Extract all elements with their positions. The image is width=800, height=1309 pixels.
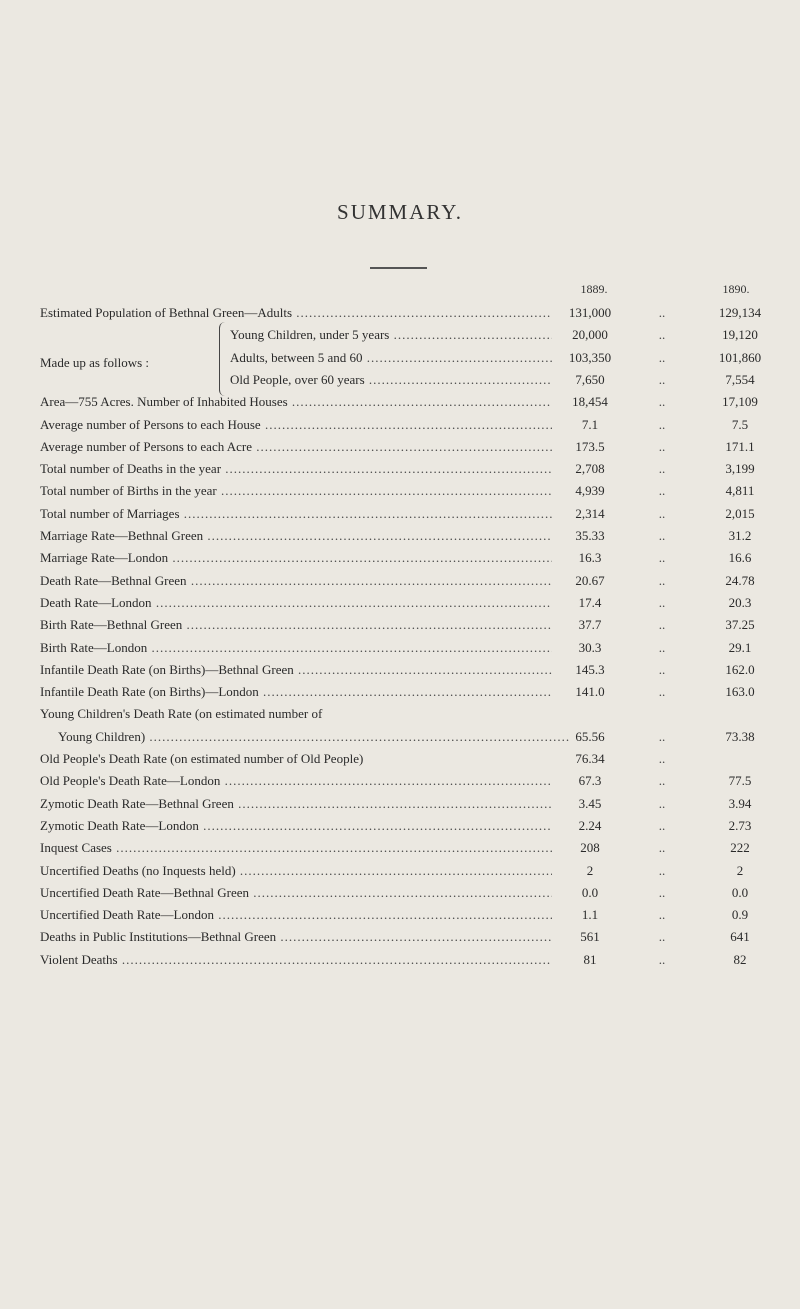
title-rule — [370, 267, 427, 269]
value-1890: 19,120 — [722, 327, 758, 343]
row-label: Average number of Persons to each House ..... — [40, 417, 552, 433]
table-row — [0, 773, 800, 795]
table-row — [0, 863, 800, 885]
leader-dots: .. — [658, 795, 666, 811]
leader-dots: .. — [658, 438, 666, 454]
value-1890: 641 — [730, 929, 750, 945]
leader-dots: .. — [658, 528, 666, 543]
year-header-1890: 1890. — [722, 282, 750, 296]
value-1890: 16.6 — [728, 550, 752, 566]
row-label: Birth Rate—London ..... — [40, 640, 552, 656]
table-row — [0, 327, 800, 349]
value-1889: 18,454 — [572, 394, 608, 410]
page-title: SUMMARY. — [337, 200, 463, 224]
value-1890: 2 — [736, 862, 744, 878]
value-1889: 20.67 — [575, 572, 605, 588]
table-row — [0, 350, 800, 372]
table-row — [0, 706, 800, 728]
table-row — [0, 929, 800, 951]
table-row — [0, 595, 800, 617]
value-1889: 37.7 — [578, 617, 602, 633]
leader-dots: .. — [658, 594, 666, 610]
value-1890: 24.78 — [725, 572, 755, 588]
row-label: Death Rate—Bethnal Green ..... — [40, 573, 552, 589]
row-label: Old People, over 60 years ..... — [230, 372, 552, 388]
row-label: Adults, between 5 and 60 ..... — [230, 350, 552, 366]
row-label: Marriage Rate—London ..... — [40, 550, 552, 566]
table-row — [0, 617, 800, 639]
value-1890: 4,811 — [725, 483, 755, 499]
table-row — [0, 483, 800, 505]
row-label: Deaths in Public Institutions—Bethnal Green ..... — [40, 929, 552, 945]
row-label: Death Rate—London ..... — [40, 595, 552, 611]
value-1889: 81 — [583, 951, 597, 967]
row-label: Total number of Births in the year ..... — [40, 483, 552, 499]
value-1890: 2,015 — [725, 505, 755, 521]
table-row — [0, 818, 800, 840]
value-1890: 17,109 — [722, 394, 758, 410]
value-1890: 73.38 — [725, 728, 755, 744]
value-1889: 30.3 — [578, 639, 602, 655]
row-label: Birth Rate—Bethnal Green ..... — [40, 617, 552, 633]
leader-dots: .. — [658, 505, 666, 521]
table-row — [0, 751, 800, 773]
table-row — [0, 305, 800, 327]
value-1890: 29.1 — [728, 639, 752, 655]
value-1890: 163.0 — [725, 684, 755, 700]
row-label: Inquest Cases ..... — [40, 840, 552, 856]
row-label: Total number of Deaths in the year ..... — [40, 461, 552, 477]
value-1889: 76.34 — [575, 751, 605, 766]
leader-dots: .. — [658, 371, 666, 387]
table-row — [0, 372, 800, 394]
table-row — [0, 550, 800, 572]
row-label: Marriage Rate—Bethnal Green ..... — [40, 528, 552, 544]
leader-dots: .. — [658, 951, 666, 967]
value-1890: 171.1 — [725, 438, 755, 454]
value-1889: 173.5 — [575, 438, 605, 454]
table-row — [0, 573, 800, 595]
value-1890: 0.9 — [731, 907, 749, 923]
table-row — [0, 796, 800, 818]
value-1890: 37.25 — [725, 617, 755, 633]
table-row — [0, 885, 800, 907]
leader-dots: .. — [658, 751, 666, 766]
table-row — [0, 439, 800, 461]
table-row — [0, 640, 800, 662]
value-1890: 222 — [730, 840, 750, 856]
leader-dots: .. — [658, 349, 666, 365]
row-label: Zymotic Death Rate—Bethnal Green ..... — [40, 796, 552, 812]
made-up-label: Made up as follows : — [40, 355, 150, 370]
row-label: Uncertified Deaths (no Inquests held) ..... — [40, 863, 552, 879]
value-1889: 145.3 — [575, 661, 605, 677]
value-1889: 131,000 — [568, 305, 612, 320]
leader-dots: .. — [658, 840, 666, 856]
leader-dots: .. — [658, 639, 666, 655]
value-1889: 16.3 — [578, 550, 602, 566]
leader-dots: .. — [658, 305, 666, 320]
leader-dots: .. — [658, 661, 666, 677]
table-row — [0, 528, 800, 550]
value-1889: 2.24 — [578, 817, 602, 833]
value-1889: 208 — [580, 840, 600, 856]
row-label: Uncertified Death Rate—London ..... — [40, 907, 552, 923]
row-label: Young Children) ..... — [58, 729, 570, 745]
row-label: Violent Deaths ..... — [40, 952, 552, 968]
leader-dots: .. — [658, 550, 666, 566]
row-label: Total number of Marriages ..... — [40, 506, 552, 522]
value-1890: 162.0 — [725, 661, 755, 677]
table-row — [0, 684, 800, 706]
leader-dots: .. — [658, 728, 666, 744]
value-1889: 7,650 — [575, 371, 605, 387]
table-row — [0, 662, 800, 684]
value-1890: 7,554 — [725, 371, 755, 387]
table-row — [0, 461, 800, 483]
table-row — [0, 840, 800, 862]
value-1889: 20,000 — [572, 327, 608, 343]
value-1889: 35.33 — [575, 528, 605, 543]
row-label: Zymotic Death Rate—London ..... — [40, 818, 552, 834]
row-label: Uncertified Death Rate—Bethnal Green ..... — [40, 885, 552, 901]
value-1890: 77.5 — [728, 773, 752, 789]
leader-dots: .. — [658, 327, 666, 343]
value-1890: 20.3 — [728, 594, 752, 610]
value-1890: 82 — [733, 951, 747, 967]
value-1890: 31.2 — [728, 528, 752, 543]
row-label: Average number of Persons to each Acre ..... — [40, 439, 552, 455]
row-label: Young Children, under 5 years ..... — [230, 327, 552, 343]
value-1890: 3,199 — [725, 461, 755, 477]
leader-dots: .. — [658, 684, 666, 700]
value-1889: 0.0 — [581, 884, 599, 900]
value-1890: 101,860 — [718, 349, 762, 365]
row-label: Area—755 Acres. Number of Inhabited Houses ..... — [40, 394, 552, 410]
value-1889: 2,708 — [575, 461, 605, 477]
value-1889: 7.1 — [581, 416, 599, 432]
row-label: Young Children's Death Rate (on estimated number of — [40, 706, 323, 722]
table-row — [0, 394, 800, 416]
leader-dots: .. — [658, 483, 666, 499]
value-1889: 2,314 — [575, 505, 605, 521]
year-header-1889: 1889. — [580, 282, 608, 296]
leader-dots: .. — [658, 394, 666, 410]
row-label: Old People's Death Rate (on estimated number of Old People) — [40, 751, 364, 766]
table-row — [0, 952, 800, 974]
leader-dots: .. — [658, 461, 666, 477]
leader-dots: .. — [658, 884, 666, 900]
leader-dots: .. — [658, 416, 666, 432]
row-label: Estimated Population of Bethnal Green—Adults ..... — [40, 305, 552, 321]
value-1889: 1.1 — [581, 907, 599, 923]
leader-dots: .. — [658, 907, 666, 923]
value-1890: 3.94 — [728, 795, 752, 811]
value-1889: 4,939 — [575, 483, 605, 499]
value-1889: 103,350 — [568, 349, 612, 365]
leader-dots: .. — [658, 617, 666, 633]
row-label: Infantile Death Rate (on Births)—Bethnal Green ..... — [40, 662, 552, 678]
leader-dots: .. — [658, 572, 666, 588]
table-row — [0, 729, 800, 751]
value-1890: 2.73 — [728, 817, 752, 833]
value-1890: 0.0 — [731, 884, 749, 900]
value-1890: 129,134 — [718, 305, 762, 320]
leader-dots: .. — [658, 862, 666, 878]
table-row — [0, 506, 800, 528]
value-1889: 67.3 — [578, 773, 602, 789]
table-row — [0, 417, 800, 439]
value-1889: 141.0 — [575, 684, 605, 700]
leader-dots: .. — [658, 773, 666, 789]
value-1890: 7.5 — [731, 416, 749, 432]
value-1889: 561 — [580, 929, 600, 945]
row-label: Old People's Death Rate—London ..... — [40, 773, 552, 789]
row-label: Infantile Death Rate (on Births)—London ..... — [40, 684, 552, 700]
leader-dots: .. — [658, 929, 666, 945]
value-1889: 3.45 — [578, 795, 602, 811]
leader-dots: .. — [658, 817, 666, 833]
value-1889: 65.56 — [575, 728, 605, 744]
value-1889: 17.4 — [578, 594, 602, 610]
table-row — [0, 907, 800, 929]
value-1889: 2 — [586, 862, 594, 878]
